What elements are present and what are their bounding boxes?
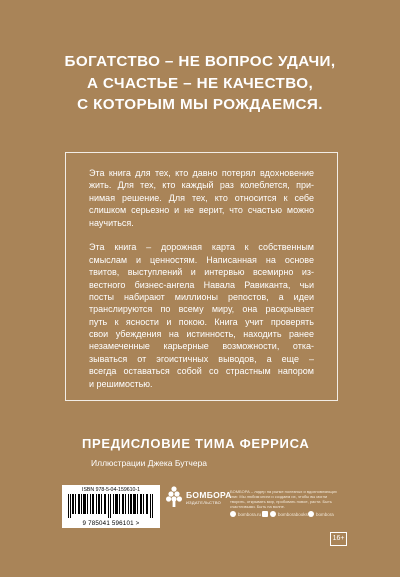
blurb-line: всегда оставаться собой со страстным напором [89,366,314,377]
blurb-line: зываться от эгоистичных выводов, а еще – [89,353,314,364]
isbn-label: ISBN 978-5-04-159610-1 [82,487,140,493]
foreword-credit: ПРЕДИСЛОВИЕ ТИМА ФЕРРИСА [82,436,310,451]
social-books [262,510,308,518]
blurb-line: Эта книга для тех, кто давно потерял вдохновение [89,168,314,178]
social-site [230,510,261,518]
social-books-label: bomborabooks [278,511,308,517]
blurb-line: незамеченные карьерные возможности, отка- [89,341,314,352]
blurb-line: научиться. [89,217,134,228]
headline-line-1: БОГАТСТВО – НЕ ВОПРОС УДАЧИ, [64,53,336,70]
publisher-name: БОМБОРА [186,490,232,500]
blurb-line: слишком серьезно и не верит, что счастью можно [89,205,314,216]
web-icon [230,511,236,517]
headline-line-3: С КОТОРЫМ МЫ РОЖДАЕМСЯ. [77,96,323,113]
publisher-about: БОМБОРА – лидер на рынке полезных и вдохновляющих книг. Мы любим книги и создаем их, чтобы вы могли творить, открывать мир, пробовать новое, расти. Быть счастливыми. Быть на волне. [230,489,337,509]
blurb-line: Эта книга – дорожная карта к собственным [89,242,314,253]
isbn-digits: 9 785041 596101 > [82,520,140,527]
age-rating-badge: 16+ [330,532,347,546]
bombora-logo-icon [166,486,182,508]
blurb-line: твитов, выступлений и интервью всемирно из- [89,267,314,278]
barcode-bars [66,494,156,518]
blurb-line: смыслам и ценностям. Написанная на основе [89,254,314,265]
headline-line-2: А СЧАСТЬЕ – НЕ КАЧЕСТВО, [86,74,314,92]
blurb-line: посты набирают миллионы репостов, а идеи [89,291,314,302]
barcode [62,485,160,528]
social-icon [262,511,268,517]
blurb-line: и решимостью. [89,378,153,389]
social-site-label: bombora.ru [238,511,262,517]
blurb-line: жить. Для тех, кто каждый раз колеблется, при- [89,180,314,191]
blurb-line: транслируются по всему миру, она раскрывает [89,304,314,315]
blurb-line: вестного бизнес-ангела Навала Равиканта, чьи [89,279,314,290]
social-handle [308,510,334,518]
social-icon [270,511,276,517]
blurb-line: нимая решение. Для тех, кто относится к себе [89,192,314,203]
blurb-line: свои убеждения на истинность, находить ранее [89,329,314,340]
social-handle-label: bombora [316,511,334,517]
blurb-text [89,167,314,390]
illustrations-credit: Иллюстрации Джека Бутчера [91,458,208,468]
publisher-subtitle: ИЗДАТЕЛЬСТВО [186,500,222,505]
headline [0,51,400,116]
social-icon [308,511,314,517]
blurb-line: путь к ясности и покою. Книга учит проверять [89,316,314,327]
